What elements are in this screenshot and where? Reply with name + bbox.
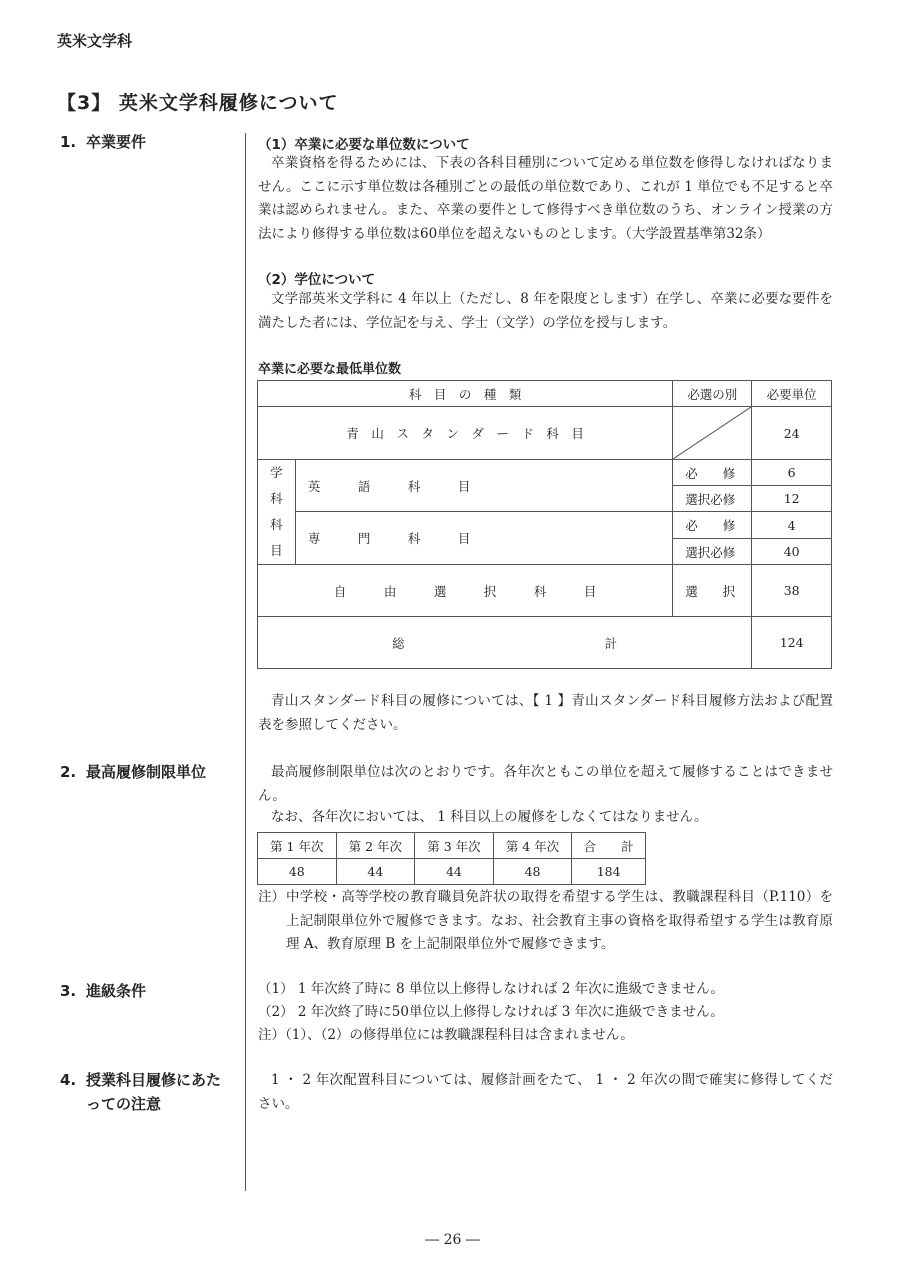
note-body: 中学校・高等学校の教育職員免許状の取得を希望する学生は、教職課程科目（P.110）を上記制限単位外で履修できます。なお、社会教育主事の資格を取得希望する学生は教育原理 A、教育原理 B を上記制限単位外で履修できます。 [286,889,833,952]
section-1-number: 1. [60,133,77,151]
aoyama-units: 24 [752,407,832,460]
table-row [258,407,832,460]
gakka-char: 科 [270,491,283,506]
specialized-subjects-label: 専 門 科 目 [295,512,672,565]
total-units: 124 [752,617,832,669]
header-requirement: 必選の別 [673,381,752,407]
gakka-kamoku-label [258,460,296,565]
english-required-units: 6 [752,460,832,486]
required-label: 必 修 [673,460,752,486]
subsection-1-1-title: （1）卒業に必要な単位数について [258,137,470,153]
limit-cell: 48 [258,859,337,885]
specialized-required-units: 4 [752,512,832,539]
subsection-1-1-text: 卒業資格を得るためには、下表の各科目種別について定める単位数を修得しなければなりません。ここに示す単位数は各種別ごとの最低の単位数であり、これが 1 単位でも不足すると卒業は認められません。また、卒業の要件として修得すべき単位数のうち、オンライン授業の方法により修得する単位数は60単位を超えないものとします。（大学設置基準第32条） [258,155,833,242]
limit-total-cell: 184 [572,859,646,885]
year-header: 第 3 年次 [415,833,494,859]
elective-required-label: 選択必修 [673,486,752,512]
credit-limit-table [257,832,646,885]
specialized-elective-units: 40 [752,539,832,565]
aoyama-standard-label: 青 山 ス タ ン ダ ー ド 科 目 [258,407,673,460]
gakka-char: 科 [270,517,283,532]
english-subjects-label: 英 語 科 目 [295,460,672,512]
gakka-char: 学 [270,465,283,480]
header-kind: 科 目 の 種 類 [258,381,673,407]
section-divider-line [245,133,246,1191]
section-4-title-line-2: っての注意 [86,1095,162,1113]
section-2-number: 2. [60,763,77,781]
free-elective-label: 自 由 選 択 科 目 [258,565,673,617]
section-3-line-1: （1） 1 年次終了時に 8 単位以上修得しなければ 2 年次に進級できません。 [258,981,724,997]
english-elective-units: 12 [752,486,832,512]
section-1-heading [60,130,146,154]
total-header: 合 計 [572,833,646,859]
table-row [258,833,646,859]
section-2-heading [60,760,206,784]
total-label: 総 計 [258,617,752,669]
section-4-title-line-1: 授業科目履修にあた [86,1071,222,1089]
section-3-line-2: （2） 2 年次終了時に50単位以上修得しなければ 3 年次に進級できません。 [258,1004,724,1020]
section-4-heading [60,1068,221,1116]
elective-label: 選 択 [673,565,752,617]
limit-cell: 44 [336,859,415,885]
limit-cell: 48 [493,859,572,885]
section-3-heading [60,979,146,1003]
credits-table-title: 卒業に必要な最低単位数 [258,362,402,377]
required-label: 必 修 [673,512,752,539]
diagonal-cell [673,407,752,460]
year-header: 第 4 年次 [493,833,572,859]
elective-required-label: 選択必修 [673,539,752,565]
gakka-char: 目 [270,543,283,558]
section-2-title: 最高履修制限単位 [86,763,207,781]
limit-cell: 44 [415,859,494,885]
page-title: 【3】 英米文学科履修について [57,92,339,114]
table-row [258,565,832,617]
subsection-1-2-text: 文学部英米文学科に 4 年以上（ただし、8 年を限度とします）在学し、卒業に必要な要件を満たした者には、学位記を与え、学士（文学）の学位を授与します。 [258,291,833,331]
section-3-title: 進級条件 [86,982,147,1000]
note-head: 注） [258,889,285,905]
section-2-text-2: なお、各年次においては、 1 科目以上の履修をしなくてはなりません。 [271,809,708,825]
page-number: ― 26 ― [425,1232,480,1248]
section-3-note: 注）（1）、（2）の修得単位には教職課程科目は含まれません。 [258,1027,634,1043]
table-row [258,460,832,486]
section-4-number: 4. [60,1071,77,1089]
section-3-number: 3. [60,982,77,1000]
table-row [258,381,832,407]
aoyama-reference-text: 青山スタンダード科目の履修については、【 1 】青山スタンダード科目履修方法および配置表を参照してください。 [258,693,833,733]
table-row [258,617,832,669]
credits-table [257,380,832,669]
subsection-1-2-title: （2）学位について [258,272,376,288]
section-2-text-1: 最高履修制限単位は次のとおりです。各年次ともこの単位を超えて履修することはできません。 [258,764,833,804]
section-4-text: 1 ・ 2 年次配置科目については、履修計画をたて、 1 ・ 2 年次の間で確実に修得してください。 [258,1072,833,1112]
diagonal-slash [673,407,751,459]
header-units: 必要単位 [752,381,832,407]
year-header: 第 2 年次 [336,833,415,859]
department-label: 英米文学科 [57,32,133,50]
table-row [258,859,646,885]
section-1-title: 卒業要件 [86,133,147,151]
free-elective-units: 38 [752,565,832,617]
table-row [258,512,832,539]
year-header: 第 1 年次 [258,833,337,859]
section-2-note [258,886,833,957]
